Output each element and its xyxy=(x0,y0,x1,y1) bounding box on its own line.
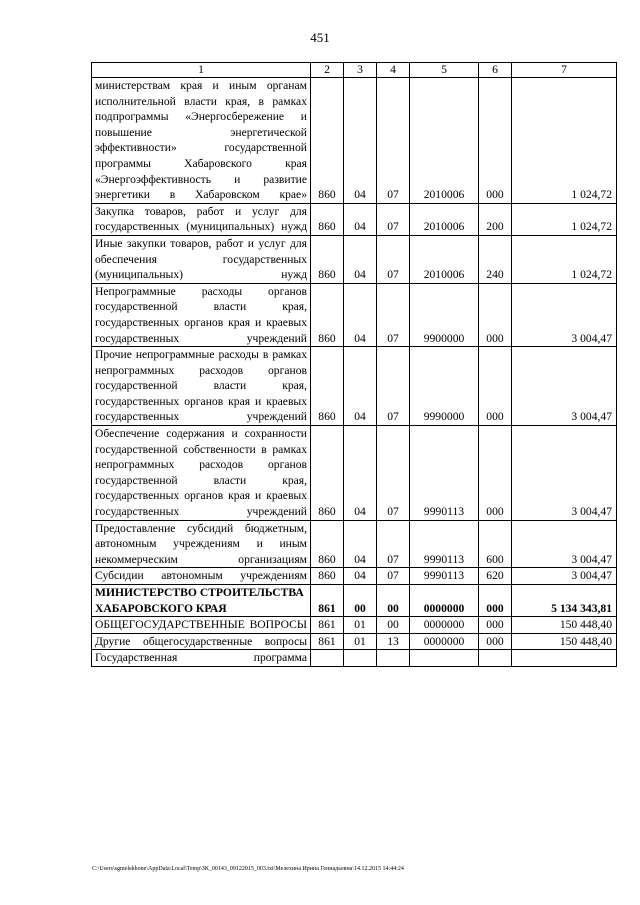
subsection-cell: 07 xyxy=(377,347,410,426)
expense-type-cell: 240 xyxy=(479,235,512,283)
expense-type-cell: 000 xyxy=(479,283,512,346)
expense-type-cell: 600 xyxy=(479,520,512,568)
section-cell: 01 xyxy=(344,633,377,650)
amount-cell: 3 004,47 xyxy=(512,347,617,426)
target-article-cell: 0000000 xyxy=(410,585,479,617)
section-cell: 04 xyxy=(344,520,377,568)
header-cell: 2 xyxy=(311,63,344,78)
table-row xyxy=(92,283,617,346)
header-cell: 7 xyxy=(512,63,617,78)
section-cell: 00 xyxy=(344,585,377,617)
section-cell: 04 xyxy=(344,78,377,204)
expense-type-cell: 000 xyxy=(479,617,512,634)
expense-type-cell: 200 xyxy=(479,203,512,235)
expense-type-cell: 000 xyxy=(479,426,512,521)
budget-table xyxy=(91,62,617,667)
grbs-cell: 860 xyxy=(311,426,344,521)
amount-cell: 1 024,72 xyxy=(512,203,617,235)
subsection-cell: 07 xyxy=(377,568,410,585)
grbs-cell: 860 xyxy=(311,235,344,283)
expense-type-cell: 000 xyxy=(479,585,512,617)
grbs-cell: 860 xyxy=(311,347,344,426)
grbs-cell xyxy=(311,650,344,667)
target-article-cell: 9990000 xyxy=(410,347,479,426)
row-name-cell: Другие общегосударственные вопросы xyxy=(92,633,311,650)
grbs-cell: 861 xyxy=(311,585,344,617)
row-name-cell: МИНИСТЕРСТВО СТРОИТЕЛЬСТВА ХАБАРОВСКОГО КРАЯ xyxy=(92,585,311,617)
subsection-cell: 07 xyxy=(377,283,410,346)
grbs-cell: 861 xyxy=(311,617,344,634)
grbs-cell: 861 xyxy=(311,633,344,650)
subsection-cell: 13 xyxy=(377,633,410,650)
target-article-cell: 2010006 xyxy=(410,203,479,235)
file-path-footer: C:\Users\sgmelekhone\AppData\Local\Temp\ЗК_00143_09122015_003.txt\Мелехина Ирина Геннадьевна\14.12.2015 14:44:24 xyxy=(92,866,404,872)
subsection-cell: 07 xyxy=(377,520,410,568)
amount-cell: 3 004,47 xyxy=(512,426,617,521)
table-row xyxy=(92,568,617,585)
subsection-cell xyxy=(377,650,410,667)
subsection-cell: 07 xyxy=(377,203,410,235)
table-row xyxy=(92,633,617,650)
grbs-cell: 860 xyxy=(311,568,344,585)
grbs-cell: 860 xyxy=(311,203,344,235)
grbs-cell: 860 xyxy=(311,520,344,568)
row-name-cell: Прочие непрограммные расходы в рамках непрограммных расходов органов государственной власти края, государственных органов края и краевых государственных учреждений xyxy=(92,347,311,426)
header-cell: 3 xyxy=(344,63,377,78)
amount-cell: 3 004,47 xyxy=(512,520,617,568)
section-cell: 04 xyxy=(344,283,377,346)
amount-cell: 150 448,40 xyxy=(512,633,617,650)
table-row xyxy=(92,347,617,426)
expense-type-cell: 000 xyxy=(479,78,512,204)
section-cell: 04 xyxy=(344,203,377,235)
table-row xyxy=(92,235,617,283)
table-row xyxy=(92,203,617,235)
subsection-cell: 07 xyxy=(377,235,410,283)
row-name-cell: Государственная программа xyxy=(92,650,311,667)
amount-cell: 3 004,47 xyxy=(512,283,617,346)
amount-cell: 3 004,47 xyxy=(512,568,617,585)
section-cell: 04 xyxy=(344,568,377,585)
expense-type-cell: 000 xyxy=(479,633,512,650)
row-name-cell: Субсидии автономным учреждениям xyxy=(92,568,311,585)
target-article-cell: 9990113 xyxy=(410,426,479,521)
section-cell: 04 xyxy=(344,347,377,426)
grbs-cell: 860 xyxy=(311,78,344,204)
amount-cell: 5 134 343,81 xyxy=(512,585,617,617)
header-cell: 4 xyxy=(377,63,410,78)
table-row xyxy=(92,426,617,521)
header-cell: 1 xyxy=(92,63,311,78)
table-row xyxy=(92,617,617,634)
target-article-cell: 0000000 xyxy=(410,617,479,634)
page-number: 451 xyxy=(310,30,330,45)
expense-type-cell: 620 xyxy=(479,568,512,585)
table-row xyxy=(92,520,617,568)
expense-type-cell xyxy=(479,650,512,667)
amount-cell: 150 448,40 xyxy=(512,617,617,634)
target-article-cell: 2010006 xyxy=(410,78,479,204)
row-name-cell: Непрограммные расходы органов государственной власти края, государственных органов края и краевых государственных учреждений xyxy=(92,283,311,346)
section-cell: 01 xyxy=(344,617,377,634)
row-name-cell: Предоставление субсидий бюджетным, автономным учреждениям и иным некоммерческим организациям xyxy=(92,520,311,568)
target-article-cell xyxy=(410,650,479,667)
header-row xyxy=(92,63,617,78)
expense-type-cell: 000 xyxy=(479,347,512,426)
row-name-cell: министерствам края и иным органам исполнительной власти края, в рамках подпрограммы «Энергосбережение и повышение энергетической эффективности» государственной программы Хабаровского края «Энергоэффективность и развитие энергетики в Хабаровском крае» xyxy=(92,78,311,204)
row-name-cell: Иные закупки товаров, работ и услуг для обеспечения государственных (муниципальных) нужд xyxy=(92,235,311,283)
section-cell xyxy=(344,650,377,667)
table-row xyxy=(92,78,617,204)
amount-cell: 1 024,72 xyxy=(512,78,617,204)
target-article-cell: 9900000 xyxy=(410,283,479,346)
section-cell: 04 xyxy=(344,235,377,283)
subsection-cell: 00 xyxy=(377,617,410,634)
table-row xyxy=(92,650,617,667)
section-cell: 04 xyxy=(344,426,377,521)
subsection-cell: 07 xyxy=(377,78,410,204)
amount-cell: 1 024,72 xyxy=(512,235,617,283)
target-article-cell: 9990113 xyxy=(410,520,479,568)
row-name-cell: Закупка товаров, работ и услуг для государственных (муниципальных) нужд xyxy=(92,203,311,235)
grbs-cell: 860 xyxy=(311,283,344,346)
target-article-cell: 9990113 xyxy=(410,568,479,585)
subsection-cell: 07 xyxy=(377,426,410,521)
subsection-cell: 00 xyxy=(377,585,410,617)
table-row xyxy=(92,585,617,617)
target-article-cell: 2010006 xyxy=(410,235,479,283)
row-name-cell: Обеспечение содержания и сохранности государственной собственности в рамках непрограммных расходов органов государственной власти края, государственных органов края и краевых государственных учреждений xyxy=(92,426,311,521)
row-name-cell: ОБЩЕГОСУДАРСТВЕННЫЕ ВОПРОСЫ xyxy=(92,617,311,634)
header-cell: 6 xyxy=(479,63,512,78)
header-cell: 5 xyxy=(410,63,479,78)
amount-cell xyxy=(512,650,617,667)
target-article-cell: 0000000 xyxy=(410,633,479,650)
